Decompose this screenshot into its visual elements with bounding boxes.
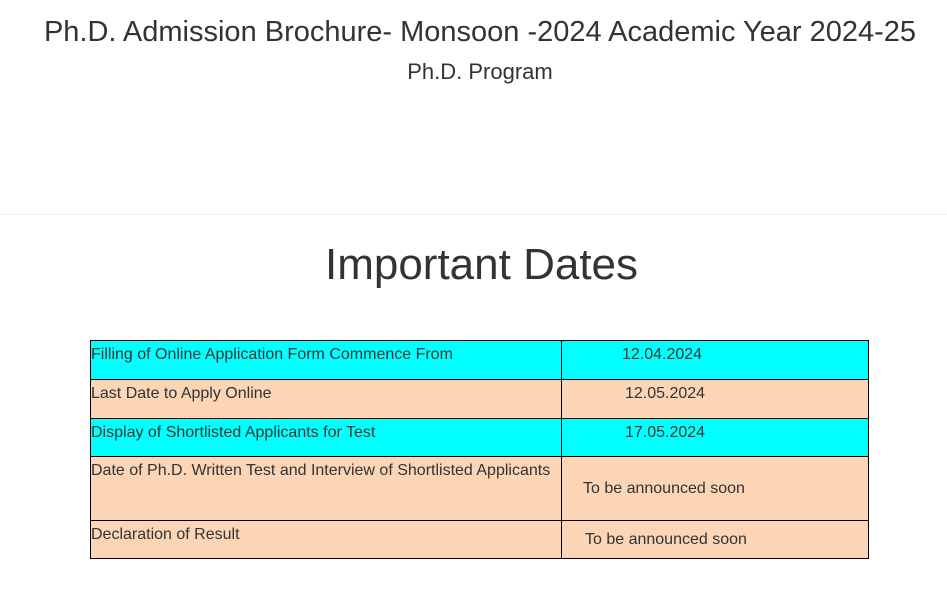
program-subtitle: Ph.D. Program (407, 59, 553, 84)
date-cell (562, 380, 869, 419)
table-row (91, 521, 869, 559)
section-divider (0, 214, 947, 215)
date-value: To be announced soon (583, 479, 745, 497)
date-value: 12.05.2024 (625, 385, 706, 402)
important-dates-heading: Important Dates (324, 240, 639, 289)
date-value: 12.04.2024 (622, 346, 703, 363)
event-cell: Date of Ph.D. Written Test and Interview of Shortlisted Applicants (91, 457, 562, 521)
event-cell: Last Date to Apply Online (91, 380, 562, 419)
date-value: To be announced soon (585, 530, 747, 548)
event-cell: Display of Shortlisted Applicants for Test (91, 419, 562, 457)
page-title: Ph.D. Admission Brochure- Monsoon -2024 Academic Year 2024-25 (43, 16, 917, 48)
table-row (91, 341, 869, 380)
date-cell (562, 341, 869, 380)
table-row (91, 380, 869, 419)
important-dates-table (90, 340, 869, 559)
event-cell: Filling of Online Application Form Commence From (91, 341, 562, 380)
table-row (91, 457, 869, 521)
date-cell (562, 457, 869, 521)
event-cell: Declaration of Result (91, 521, 562, 559)
date-cell (562, 521, 869, 559)
table-row (91, 419, 869, 457)
date-cell (562, 419, 869, 457)
date-value: 17.05.2024 (625, 424, 706, 441)
